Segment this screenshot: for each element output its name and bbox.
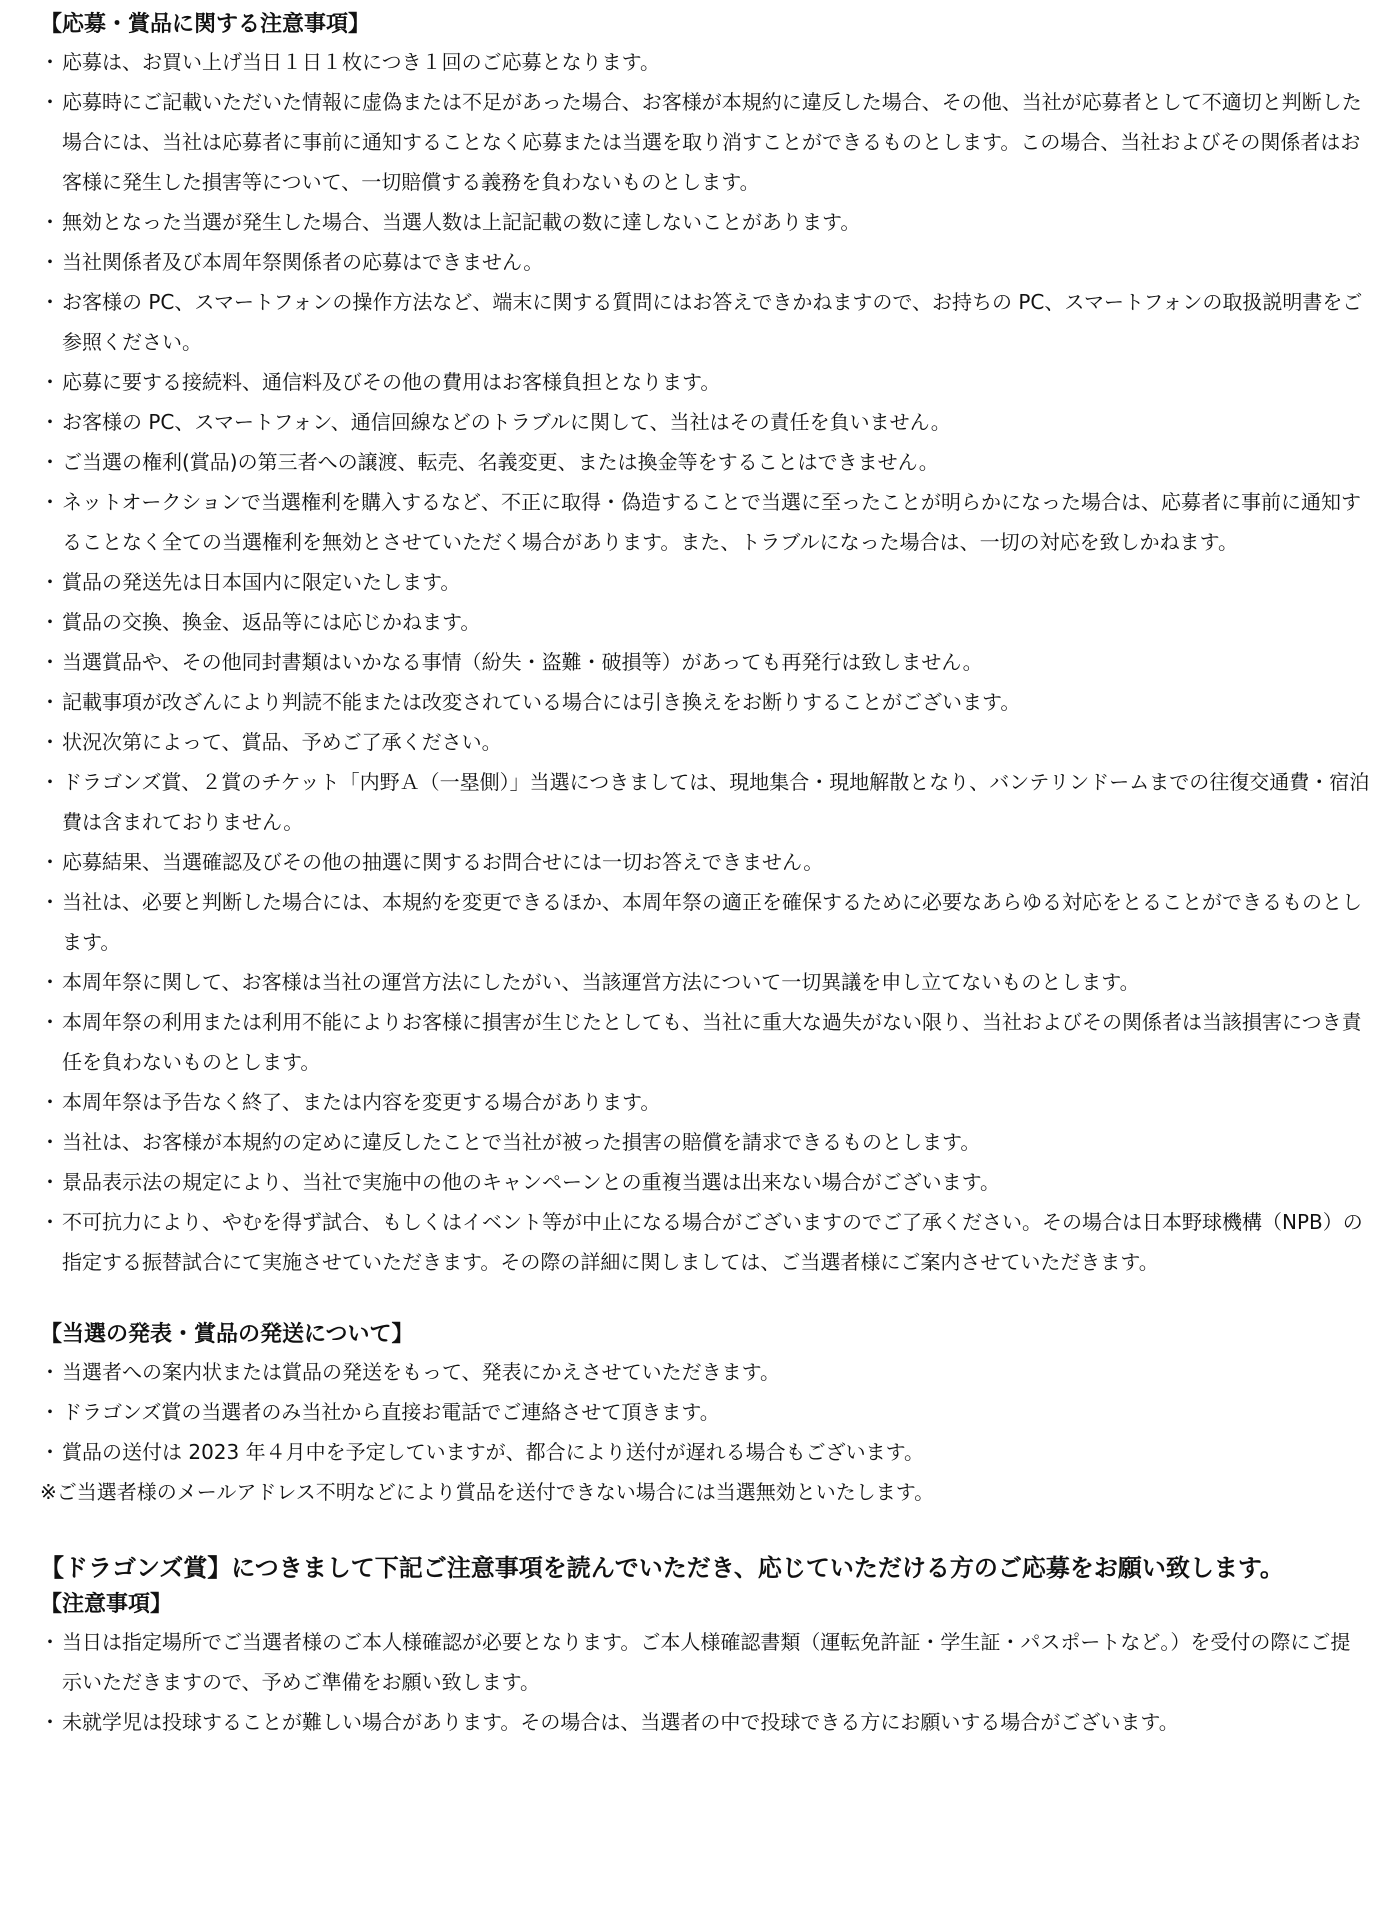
list-item-text: 当選者への案内状または賞品の発送をもって、発表にかえさせていただきます。	[62, 1360, 780, 1384]
bullet: ・	[40, 1170, 60, 1194]
list-item-text: 本周年祭に関して、お客様は当社の運営方法にしたがい、当該運営方法について一切異議を申し立てないものとします。	[62, 970, 1140, 994]
bullet: ・	[40, 850, 60, 874]
terms-list	[40, 42, 1370, 1282]
bullet: ・	[40, 970, 60, 994]
list-item-text: 不可抗力により、やむを得ず試合、もしくはイベント等が中止になる場合がございますのでご了承ください。その場合は日本野球機構（NPB）の指定する振替試合にて実施させていただきます。その際の詳細に関しましては、ご当選者様にご案内させていただきます。	[62, 1210, 1363, 1274]
bullet: ・	[40, 1400, 60, 1424]
list-item-text: 応募に要する接続料、通信料及びその他の費用はお客様負担となります。	[62, 370, 721, 394]
bullet: ・	[40, 50, 60, 74]
list-item-text: ドラゴンズ賞、２賞のチケット「内野Ａ（一塁側）」当選につきましては、現地集合・現地解散となり、バンテリンドームまでの往復交通費・宿泊費は含まれておりません。	[62, 770, 1370, 834]
bullet: ・	[40, 1090, 60, 1114]
list-item-text: 応募結果、当選確認及びその他の抽選に関するお問合せには一切お答えできません。	[62, 850, 824, 874]
list-item-text: 当日は指定場所でご当選者様のご本人様確認が必要となります。ご本人様確認書類（運転免許証・学生証・パスポートなど。）を受付の際にご提示いただきますので、予めご準備をお願い致します。	[62, 1630, 1351, 1694]
bullet: ・	[40, 570, 60, 594]
list-item-text: 景品表示法の規定により、当社で実施中の他のキャンペーンとの重複当選は出来ない場合がございます。	[62, 1170, 1000, 1194]
bullet: ・	[40, 370, 60, 394]
list-item	[40, 602, 1370, 642]
list-item	[40, 682, 1370, 722]
cautions-list	[40, 1622, 1370, 1742]
list-item	[40, 762, 1370, 842]
list-item	[40, 1122, 1370, 1162]
bullet: ・	[40, 1130, 60, 1154]
bullet: ・	[40, 770, 60, 794]
list-item-text: お客様の PC、スマートフォン、通信回線などのトラブルに関して、当社はその責任を負いません。	[62, 410, 951, 434]
list-item	[40, 442, 1370, 482]
list-item	[40, 362, 1370, 402]
bullet: ・	[40, 490, 60, 514]
list-item	[40, 562, 1370, 602]
list-item	[40, 42, 1370, 82]
bullet: ・	[40, 1630, 60, 1654]
bullet: ・	[40, 730, 60, 754]
list-item-text: ネットオークションで当選権利を購入するなど、不正に取得・偽造することで当選に至ったことが明らかになった場合は、応募者に事前に通知することなく全ての当選権利を無効とさせていただく場合があります。また、トラブルになった場合は、一切の対応を致しかねます。	[62, 490, 1361, 554]
list-item-text: 本周年祭の利用または利用不能によりお客様に損害が生じたとしても、当社に重大な過失がない限り、当社およびその関係者は当該損害につき責任を負わないものとします。	[62, 1010, 1362, 1074]
list-item	[40, 1082, 1370, 1122]
list-item-text: 記載事項が改ざんにより判読不能または改変されている場合には引き換えをお断りすることがございます。	[62, 690, 1021, 714]
list-item-text: 当社は、必要と判断した場合には、本規約を変更できるほか、本周年祭の適正を確保するために必要なあらゆる対応をとることができるものとします。	[62, 890, 1362, 954]
list-item	[40, 882, 1370, 962]
section-heading-cautions: 【注意事項】	[40, 1592, 173, 1617]
bullet: ・	[40, 90, 60, 114]
bullet: ・	[40, 250, 60, 274]
list-item	[40, 1702, 1370, 1742]
announcement-note: ※ご当選者様のメールアドレス不明などにより賞品を送付できない場合には当選無効といたします。	[40, 1480, 935, 1504]
bullet: ・	[40, 1440, 60, 1464]
list-item-text: 無効となった当選が発生した場合、当選人数は上記記載の数に達しないことがあります。	[62, 210, 861, 234]
list-item-text: 当選賞品や、その他同封書類はいかなる事情（紛失・盗難・破損等）があっても再発行は致しません。	[62, 650, 983, 674]
bullet: ・	[40, 690, 60, 714]
list-item	[40, 1202, 1370, 1282]
bullet: ・	[40, 1360, 60, 1384]
list-item-text: 応募は、お買い上げ当日１日１枚につき１回のご応募となります。	[62, 50, 660, 74]
list-item	[40, 642, 1370, 682]
list-item	[40, 482, 1370, 562]
dragons-prize-heading: 【ドラゴンズ賞】につきまして下記ご注意事項を読んでいただき、応じていただける方のご応募をお願い致します。	[40, 1554, 1284, 1582]
section-spacer	[40, 1282, 1370, 1318]
list-item	[40, 962, 1370, 1002]
announcement-list	[40, 1352, 1370, 1472]
list-item	[40, 1392, 1370, 1432]
list-item-text: 応募時にご記載いただいた情報に虚偽または不足があった場合、お客様が本規約に違反した場合、その他、当社が応募者として不適切と判断した場合には、当社は応募者に事前に通知することなく応募または当選を取り消すことができるものとします。この場合、当社およびその関係者はお客様に発生した損害等について、一切賠償する義務を負わないものとします。	[62, 90, 1362, 194]
bullet: ・	[40, 410, 60, 434]
list-item	[40, 1432, 1370, 1472]
notice-document	[40, 8, 1370, 1742]
list-item-text: 状況次第によって、賞品、予めご了承ください。	[62, 730, 502, 754]
list-item-text: 賞品の発送先は日本国内に限定いたします。	[62, 570, 461, 594]
list-item-text: ドラゴンズ賞の当選者のみ当社から直接お電話でご連絡させて頂きます。	[62, 1400, 720, 1424]
list-item	[40, 202, 1370, 242]
list-item-text: 賞品の交換、換金、返品等には応じかねます。	[62, 610, 481, 634]
list-item	[40, 1352, 1370, 1392]
list-item-text: 未就学児は投球することが難しい場合があります。その場合は、当選者の中で投球できる方にお願いする場合がございます。	[62, 1710, 1179, 1734]
list-item	[40, 402, 1370, 442]
list-item	[40, 1162, 1370, 1202]
section-heading-announcement: 【当選の発表・賞品の発送について】	[40, 1322, 414, 1347]
list-item	[40, 242, 1370, 282]
list-item	[40, 842, 1370, 882]
list-item-text: 本周年祭は予告なく終了、または内容を変更する場合があります。	[62, 1090, 661, 1114]
list-item	[40, 722, 1370, 762]
list-item-text: 当社関係者及び本周年祭関係者の応募はできません。	[62, 250, 544, 274]
list-item	[40, 1002, 1370, 1082]
section-spacer	[40, 1512, 1370, 1548]
bullet: ・	[40, 1210, 60, 1234]
bullet: ・	[40, 610, 60, 634]
list-item-text: 賞品の送付は 2023 年４月中を予定していますが、都合により送付が遅れる場合もございます。	[62, 1440, 925, 1464]
list-item	[40, 282, 1370, 362]
list-item-text: 当社は、お客様が本規約の定めに違反したことで当社が被った損害の賠償を請求できるものとします。	[62, 1130, 981, 1154]
bullet: ・	[40, 650, 60, 674]
list-item	[40, 1622, 1370, 1702]
bullet: ・	[40, 450, 60, 474]
bullet: ・	[40, 210, 60, 234]
section-heading-terms: 【応募・賞品に関する注意事項】	[40, 12, 371, 37]
list-item-text: ご当選の権利(賞品)の第三者への譲渡、転売、名義変更、または換金等をすることはできません。	[62, 450, 939, 474]
bullet: ・	[40, 1010, 60, 1034]
list-item	[40, 82, 1370, 202]
bullet: ・	[40, 890, 60, 914]
list-item-text: お客様の PC、スマートフォンの操作方法など、端末に関する質問にはお答えできかねますので、お持ちの PC、スマートフォンの取扱説明書をご参照ください。	[62, 290, 1363, 354]
bullet: ・	[40, 1710, 60, 1734]
bullet: ・	[40, 290, 60, 314]
